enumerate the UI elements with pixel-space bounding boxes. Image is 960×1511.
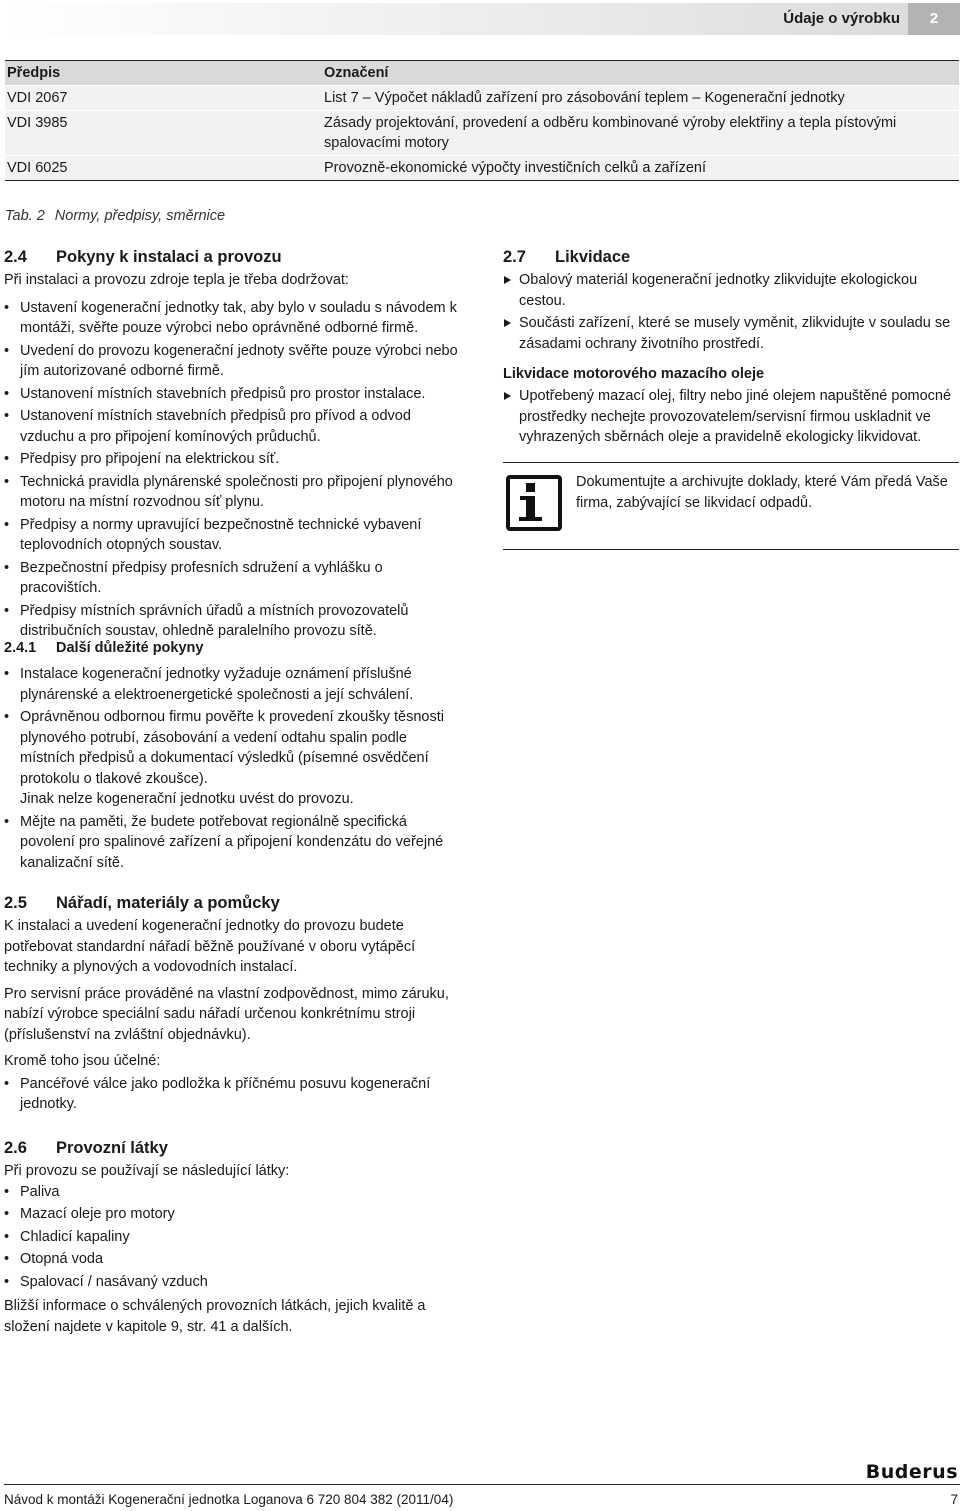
info-note-text: Dokumentujte a archivujte doklady, které Vám předá Vaše firma, zabývající se likvidací odpadů. (576, 474, 948, 511)
list-item: • Spalovací / nasávaný vzduch (4, 1272, 464, 1293)
section-2-5 (4, 892, 464, 1117)
paragraph: K instalaci a uvedení kogenerační jednotky do provozu budete potřebovat standardní nářadí běžně používané v oboru vytápěcí techniky a plynových a vodovodních instalací. (4, 918, 416, 975)
table-row (5, 86, 959, 111)
list-item: • Technická pravidla plynárenské společnosti pro připojení plynového motoru na místní rozvodnou síť plynu. (4, 472, 464, 513)
section-title: Údaje o výrobku (783, 10, 900, 27)
list-item: • Paliva (4, 1182, 464, 1203)
bullet-list (4, 298, 464, 642)
table-cell-text: List 7 – Výpočet nákladů zařízení pro zásobování teplem – Kogenerační jednotky (322, 86, 959, 111)
list-item: • Mazací oleje pro motory (4, 1204, 464, 1225)
section-title: Pokyny k instalaci a provozu (56, 248, 282, 266)
buderus-logo: Buderus (865, 1461, 958, 1483)
footer-divider (4, 1484, 960, 1485)
section-2-4-1 (4, 638, 464, 875)
list-item: • Předpisy místních správních úřadů a místních provozovatelů distribučních soustav, ohledně paralelního provozu sítě. (4, 601, 464, 642)
action-list (503, 386, 959, 448)
list-item: • Mějte na paměti, že budete potřebovat regionálně specifická povolení pro spalinové zařízení a připojení kondenzátu do veřejné kanalizační sítě. (4, 812, 464, 874)
section-heading (503, 246, 959, 268)
list-item (4, 707, 464, 810)
list-item: • Chladicí kapaliny (4, 1227, 464, 1248)
action-item: Součásti zařízení, které se musely vyměnit, zlikvidujte v souladu se zásadami ochrany životního prostředí. (503, 313, 959, 354)
table-cell-text: Provozně-ekonomické výpočty investičních celků a zařízení (322, 156, 959, 181)
chapter-number: 2 (908, 3, 960, 35)
action-item: Upotřebený mazací olej, filtry nebo jiné olejem napuštěné pomocné prostředky nechejte provozovatelem/servisní firmou uskladnit ve vyhrazených sběrnách oleje a pravidelně ekologicky likvidovat. (503, 386, 959, 448)
table-cell-text: Zásady projektování, provedení a odběru kombinované výroby elektřiny a tepla pístovými spalovacími motory (322, 111, 959, 156)
list-item: • Otopná voda (4, 1249, 464, 1270)
bullet-list (4, 1182, 464, 1293)
table-cell-code: VDI 2067 (5, 86, 322, 111)
list-item-note: Jinak nelze kogenerační jednotku uvést do provozu. (20, 791, 354, 807)
page-number: 7 (950, 1492, 958, 1507)
section-title: Provozní látky (56, 1139, 168, 1157)
subheading: Likvidace motorového mazacího oleje (503, 366, 765, 382)
list-item: • Ustavení kogenerační jednotky tak, aby bylo v souladu s návodem k montáži, svěřte pouze výrobci nebo oprávněné odborné firmě. (4, 298, 464, 339)
list-item: • Předpisy pro připojení na elektrickou síť. (4, 449, 464, 470)
action-item: Obalový materiál kogenerační jednotky zlikvidujte ekologickou cestou. (503, 270, 959, 311)
info-icon-base (519, 517, 542, 521)
paragraph: Pro servisní práce prováděné na vlastní zodpovědnost, mimo záruku, nabízí výrobce speciální sadu nářadí určenou konkrétnímu stroji (příslušenství na zvláštní objednávku). (4, 985, 449, 1043)
table-row (5, 156, 959, 181)
table-caption (5, 206, 225, 227)
subsection-number: 2.4.1 (4, 640, 37, 656)
section-heading (4, 892, 464, 914)
section-intro: Při instalaci a provozu zdroje tepla je třeba dodržovat: (4, 272, 349, 288)
section-2-4 (4, 246, 464, 644)
section-heading (4, 246, 464, 268)
table-row (5, 111, 959, 156)
section-title: Nářadí, materiály a pomůcky (56, 894, 280, 912)
section-number: 2.6 (4, 1139, 27, 1157)
section-number: 2.5 (4, 894, 27, 912)
bullet-list (4, 1074, 464, 1115)
table-caption-number: Tab. 2 (5, 208, 45, 224)
footer-text: Návod k montáži Kogenerační jednotka Loganova 6 720 804 382 (2011/04) (4, 1492, 454, 1507)
list-item: • Uvedení do provozu kogenerační jednoty svěřte pouze výrobci nebo jím autorizované odborné firmě. (4, 341, 464, 382)
table-cell-code: VDI 6025 (5, 156, 322, 181)
standards-table (5, 60, 959, 181)
list-item: • Bezpečnostní předpisy profesních sdružení a vyhlášku o pracovištích. (4, 558, 464, 599)
list-item: • Instalace kogenerační jednotky vyžaduje oznámení příslušné plynárenské a elektroenergetické společnosti a její schválení. (4, 664, 464, 705)
section-2-6 (4, 1137, 464, 1337)
table-header-row (5, 61, 959, 86)
list-item: • Pancéřové válce jako podložka k příčnému posuvu kogenerační jednotky. (4, 1074, 464, 1115)
subsection-title: Další důležité pokyny (56, 640, 204, 656)
subsection-heading (4, 638, 464, 658)
section-number: 2.4 (4, 248, 27, 266)
table-header-regulation: Předpis (5, 61, 322, 86)
list-item: • Ustanovení místních stavebních předpisů pro prostor instalace. (4, 384, 464, 405)
table-cell-code: VDI 3985 (5, 111, 322, 156)
section-title: Likvidace (555, 248, 631, 266)
table-caption-text: Normy, předpisy, směrnice (54, 208, 226, 224)
section-number: 2.7 (503, 248, 526, 266)
info-icon-dot (526, 483, 535, 492)
bullet-list (4, 664, 464, 873)
section-heading (4, 1137, 464, 1159)
table-header-designation: Označení (322, 61, 959, 86)
list-item: • Předpisy a normy upravující bezpečnostně technické vybavení teplovodních otopných soustav. (4, 515, 464, 556)
action-list (503, 270, 959, 354)
paragraph: Bližší informace o schválených provozních látkách, jejich kvalitě a složení najdete v kapitole 9, str. 41 a dalších. (4, 1298, 426, 1335)
section-2-7 (503, 246, 959, 450)
list-item: • Ustanovení místních stavebních předpisů pro přívod a odvod vzduchu a pro připojení komínových průduchů. (4, 406, 464, 447)
section-intro: Při provozu se používají se následující látky: (4, 1163, 290, 1179)
paragraph: Kromě toho jsou účelné: (4, 1053, 161, 1069)
list-item-text: Oprávněnou odbornou firmu pověřte k provedení zkoušky těsnosti plynového potrubí, zásobování a vedení odtahu spalin podle místních předpisů a dokumentací výsledků (písemné osvědčení protokolu o tlakové zkoušce). (20, 709, 444, 787)
